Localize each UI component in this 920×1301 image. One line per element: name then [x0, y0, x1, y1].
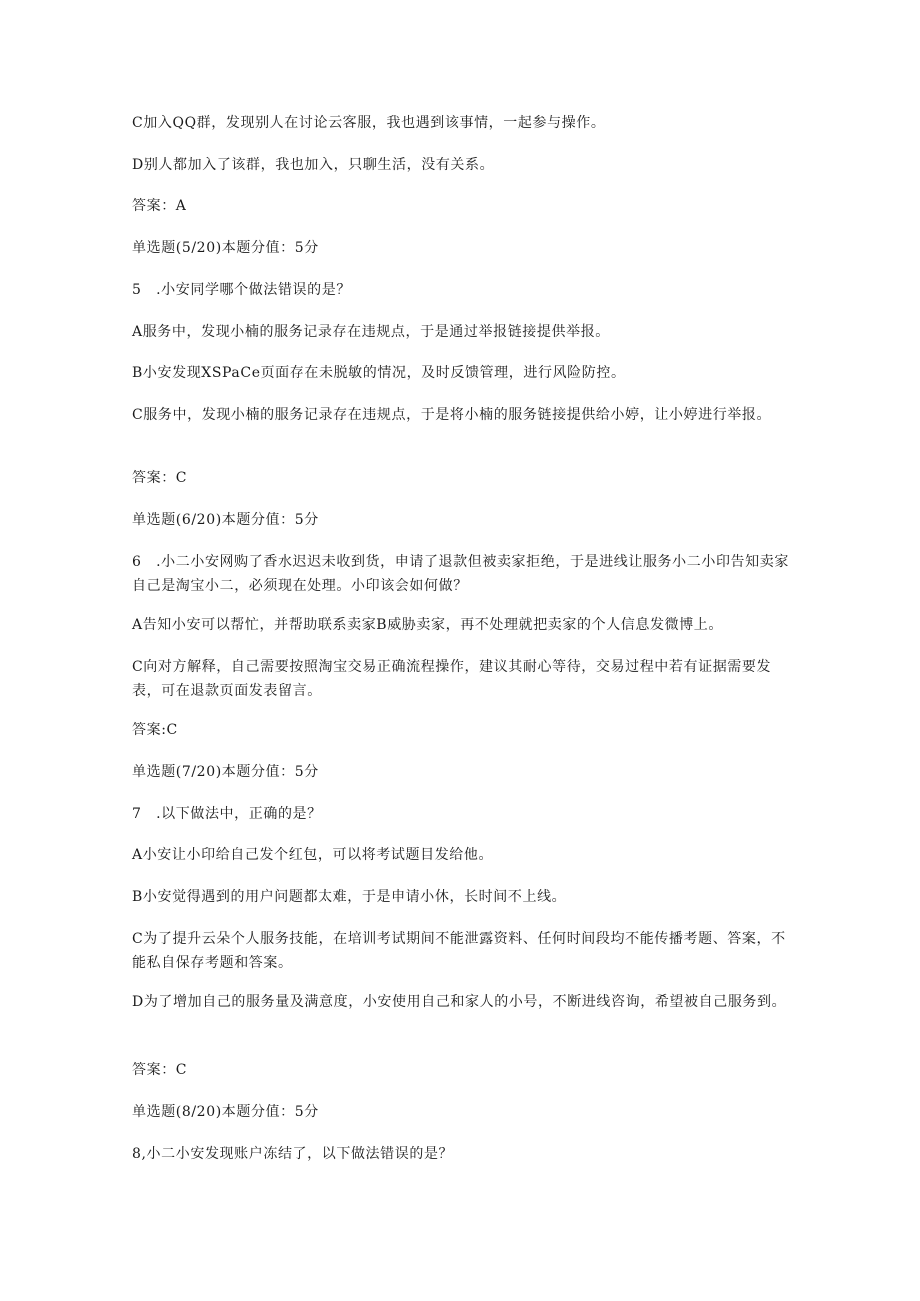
- question-header-6: 单选题(6/20)本题分值：5分: [132, 512, 319, 528]
- question-6: 6 .小二小安网购了香水迟迟未收到货，申请了退款但被卖家拒绝，于是进线让服务小二小印告知卖家自己是淘宝小二，必须现在处理。小印该会如何做？: [132, 554, 789, 594]
- option-c-q7: C为了提升云朵个人服务技能，在培训考试期间不能泄露资料、任何时间段均不能传播考题、答案，不能私自保存考题和答案。: [132, 931, 786, 971]
- question-7: 7 .以下做法中，正确的是？: [132, 806, 322, 822]
- question-header-7: 单选题(7/20)本题分值：5分: [132, 764, 319, 780]
- option-c-q6: C向对方解释，自己需要按照淘宝交易正确流程操作，建议其耐心等待，交易过程中若有证据需要发表，可在退款页面发表留言。: [132, 659, 772, 699]
- option-c-q4: C加入QQ群，发现别人在讨论云客服，我也遇到该事情，一起参与操作。: [132, 115, 606, 131]
- option-b-q7: B小安觉得遇到的用户问题都太难，于是申请小休，长时间不上线。: [132, 889, 567, 905]
- answer-q5: 答案：C: [132, 470, 188, 486]
- option-a-q7: A小安让小印给自己发个红包，可以将考试题目发给他。: [132, 847, 494, 863]
- question-8: 8,小二小安发现账户冻结了，以下做法错误的是？: [132, 1146, 454, 1162]
- option-b-q5: B小安发现XSPaCe页面存在未脱敏的情况，及时反馈管理，进行风险防控。: [132, 365, 626, 381]
- question-header-5: 单选题(5/20)本题分值：5分: [132, 240, 319, 256]
- option-d-q4: D别人都加入了该群，我也加入，只聊生活，没有关系。: [132, 157, 495, 173]
- question-5: 5 .小安同学哪个做法错误的是？: [132, 282, 351, 298]
- answer-q6: 答案:C: [132, 722, 178, 738]
- question-header-8: 单选题(8/20)本题分值：5分: [132, 1104, 319, 1120]
- option-a-q5: A服务中，发现小楠的服务记录存在违规点，于是通过举报链接提供举报。: [132, 324, 610, 340]
- option-c-q5: C服务中，发现小楠的服务记录存在违规点，于是将小楠的服务链接提供给小婷，让小婷进行举报。: [132, 407, 772, 423]
- answer-q4: 答案：A: [132, 198, 187, 214]
- option-ab-q6: A告知小安可以帮忙，并帮助联系卖家B威胁卖家，再不处理就把卖家的个人信息发微博上。: [132, 617, 723, 633]
- answer-q7: 答案：C: [132, 1062, 188, 1078]
- option-d-q7: D为了增加自己的服务量及满意度，小安使用自己和家人的小号，不断进线咨询，希望被自己服务到。: [132, 994, 787, 1010]
